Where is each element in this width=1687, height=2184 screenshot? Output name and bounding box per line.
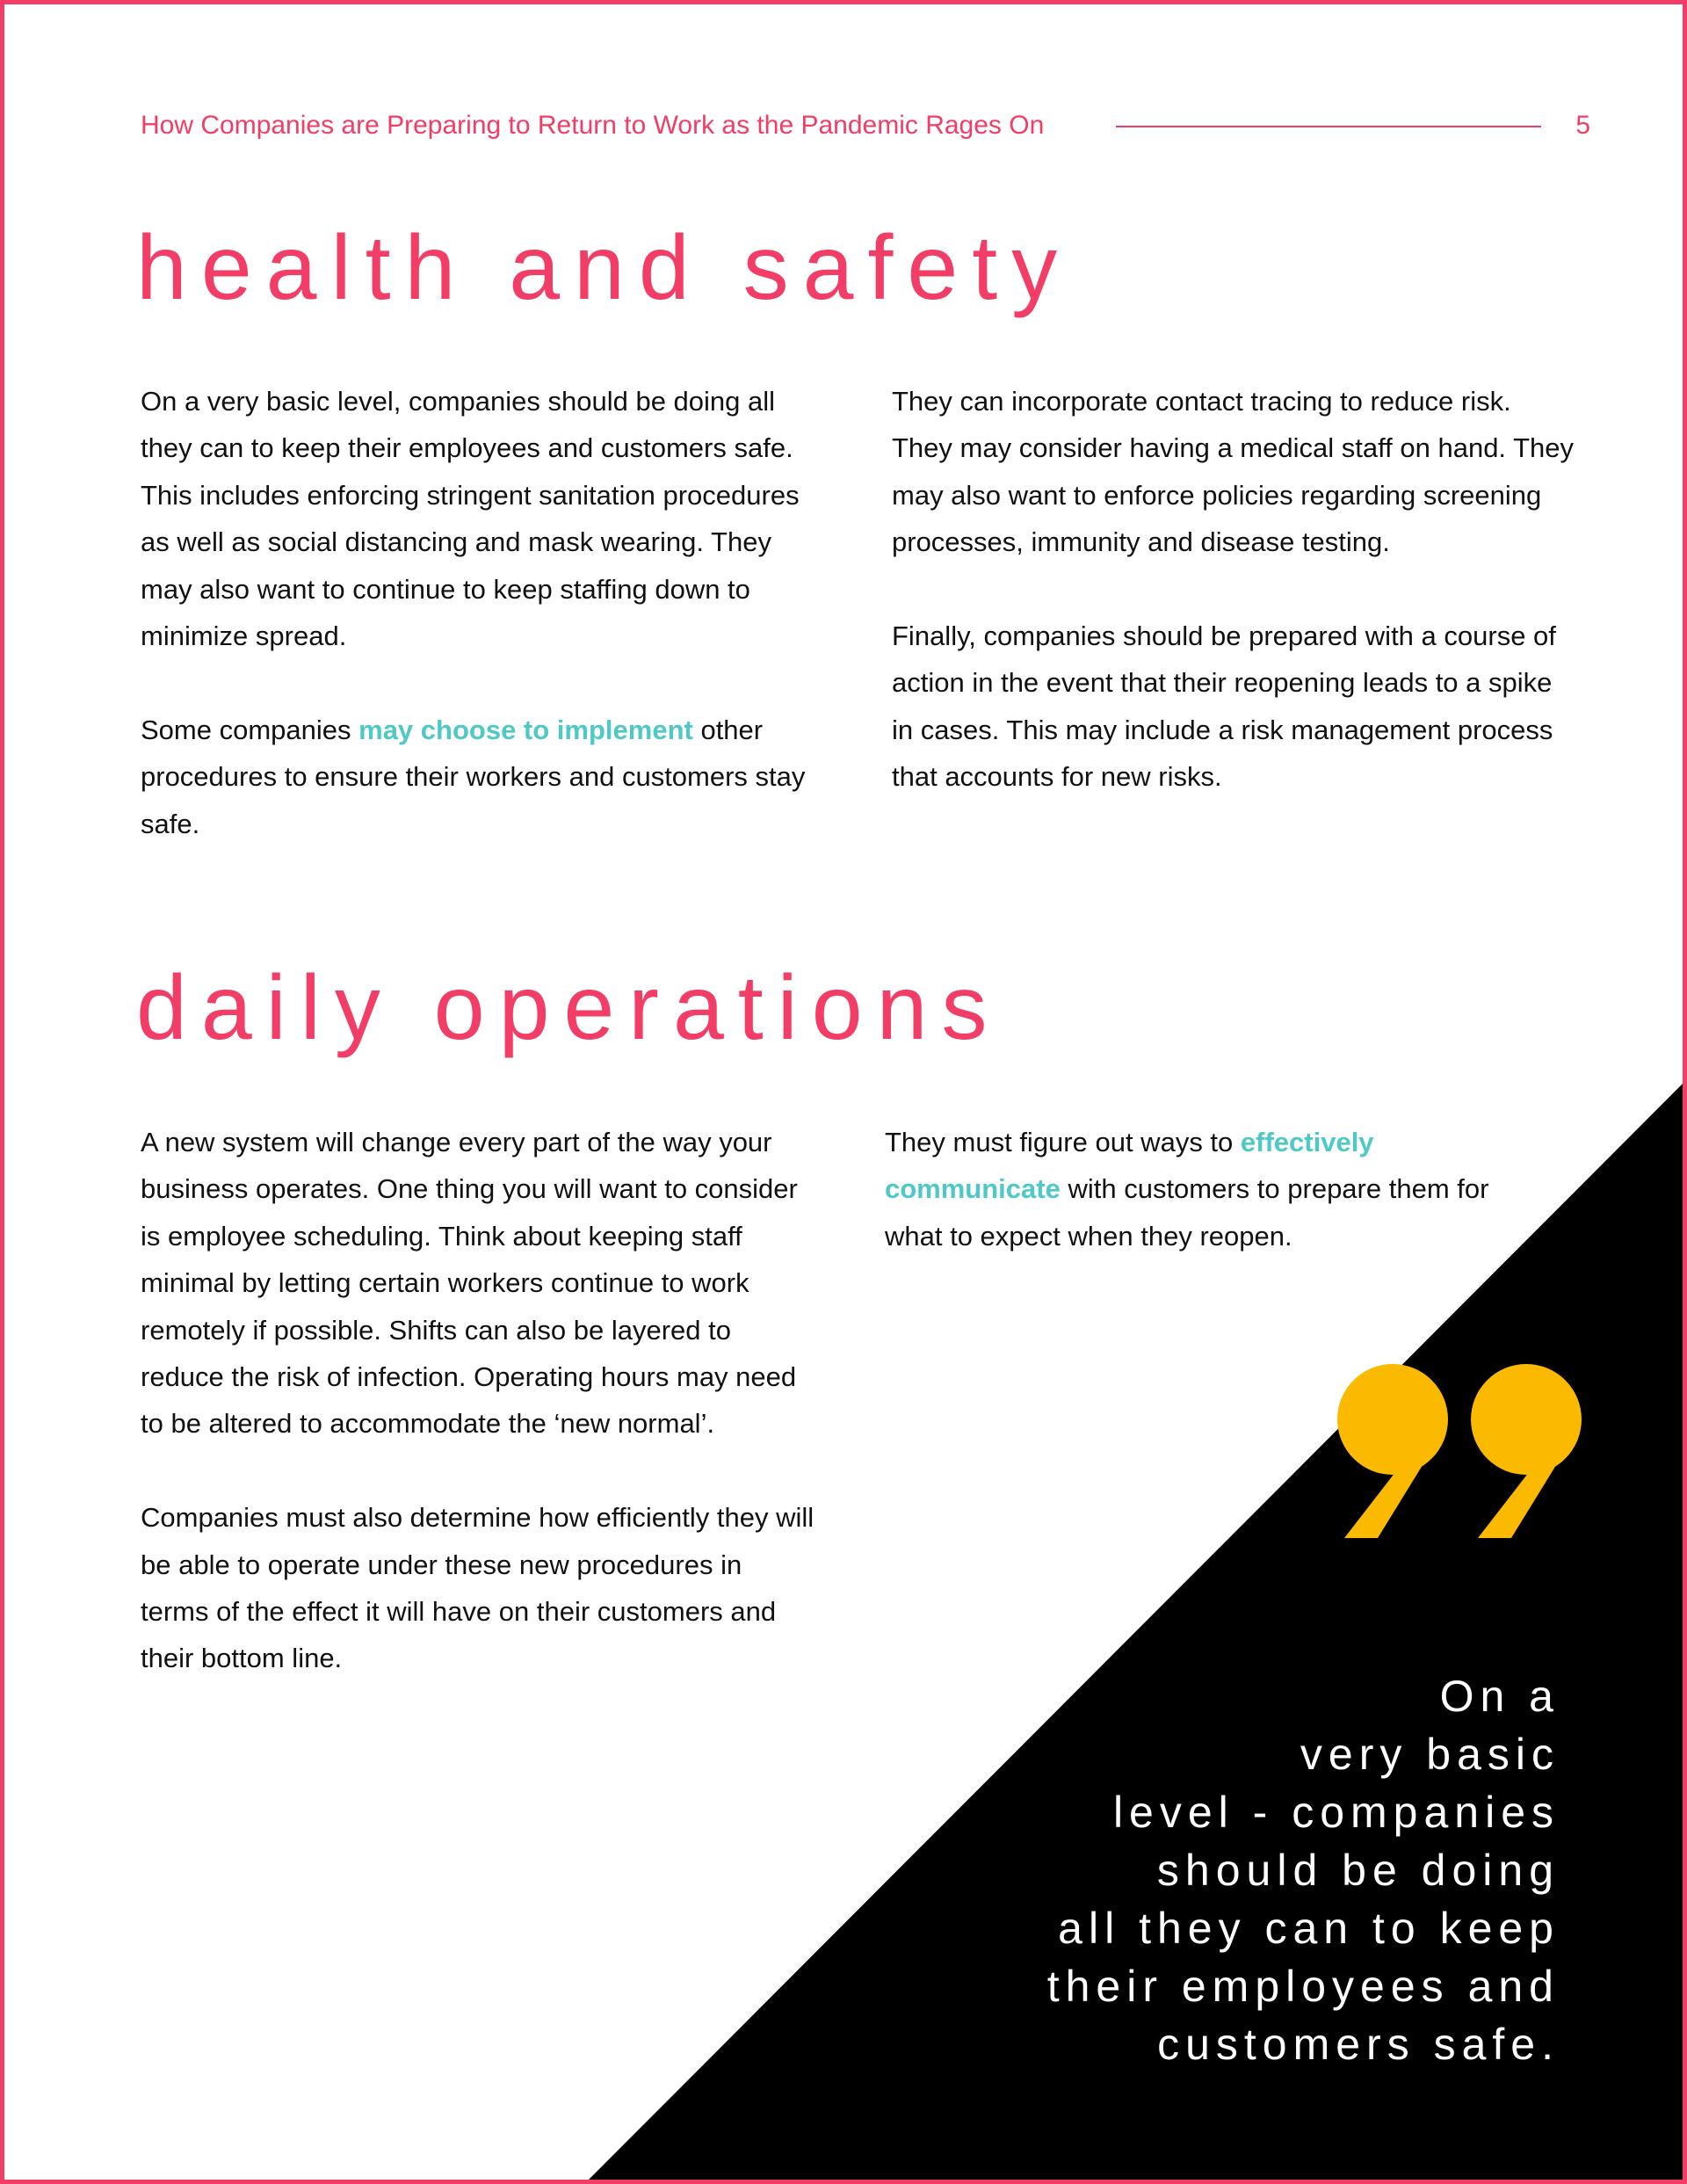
page-number: 5 [1575,111,1590,140]
daily-operations-column-2 [885,1119,1535,1259]
pull-quote-line: all they can to keep [1058,1904,1560,1953]
paragraph: Companies must also determine how efficiently they will be able to operate under these new procedures in terms of the effect it will have on their customers and their bottom line. [141,1502,815,1674]
closing-quote-icon [1336,1362,1450,1538]
text-run: They must figure out ways to [885,1127,1241,1157]
pull-quote [1047,1667,1560,2073]
paragraph [141,707,817,847]
paragraph: On a very basic level, companies should be doing all they can to keep their employees and customers safe. This includes enforcing stringent sanitation procedures as well as social distancing and mask wearing. They may also want to continue to keep staffing down to minimize spread. [141,386,800,652]
pull-quote-line: should be doing [1156,1846,1560,1895]
header-title: How Companies are Preparing to Return to Work as the Pandemic Rages On [141,111,1045,140]
daily-operations-column-1 [141,1119,817,1682]
text-run: Some companies [141,714,359,745]
pull-quote-line: very basic [1300,1730,1560,1779]
text-run: other procedures to ensure their workers and customers stay safe. [141,714,806,839]
section-heading-daily-operations: daily operations [136,957,1002,1059]
highlight-link-implement[interactable]: may choose to implement [358,714,693,745]
paragraph: They can incorporate contact tracing to reduce risk. They may consider having a medical staff on hand. They may also want to enforce policies regarding screening processes, immunity and disease testing. [892,386,1575,558]
paragraph: A new system will change every part of the way your business operates. One thing you will want to consider is employee scheduling. Think about keeping staff minimal by letting certain workers continue to work remotely if possible. Shifts can also be layered to reduce the risk of infection. Operating hours may need to be altered to accommodate the ‘new normal’. [141,1127,798,1440]
pull-quote-line: customers safe. [1157,2020,1560,2069]
header-divider [1116,126,1541,127]
highlight-link-communicate[interactable]: effectively communicate [885,1127,1374,1205]
pull-quote-line: their employees and [1046,1962,1560,2011]
health-safety-column-1 [141,378,817,847]
pull-quote-line: On a [1439,1672,1560,1721]
section-heading-health-safety: health and safety [136,217,1072,319]
paragraph [885,1119,1535,1259]
health-safety-column-2 [892,378,1577,801]
closing-quote-icon [1469,1362,1583,1538]
running-header [141,108,1590,143]
text-run: with customers to prepare them for what to expect when they reopen. [885,1173,1489,1252]
pull-quote-line: level - companies [1112,1788,1560,1837]
paragraph: Finally, companies should be prepared with a course of action in the event that their reopening leads to a spike in cases. This may include a risk management process that accounts for new risks. [892,620,1556,793]
